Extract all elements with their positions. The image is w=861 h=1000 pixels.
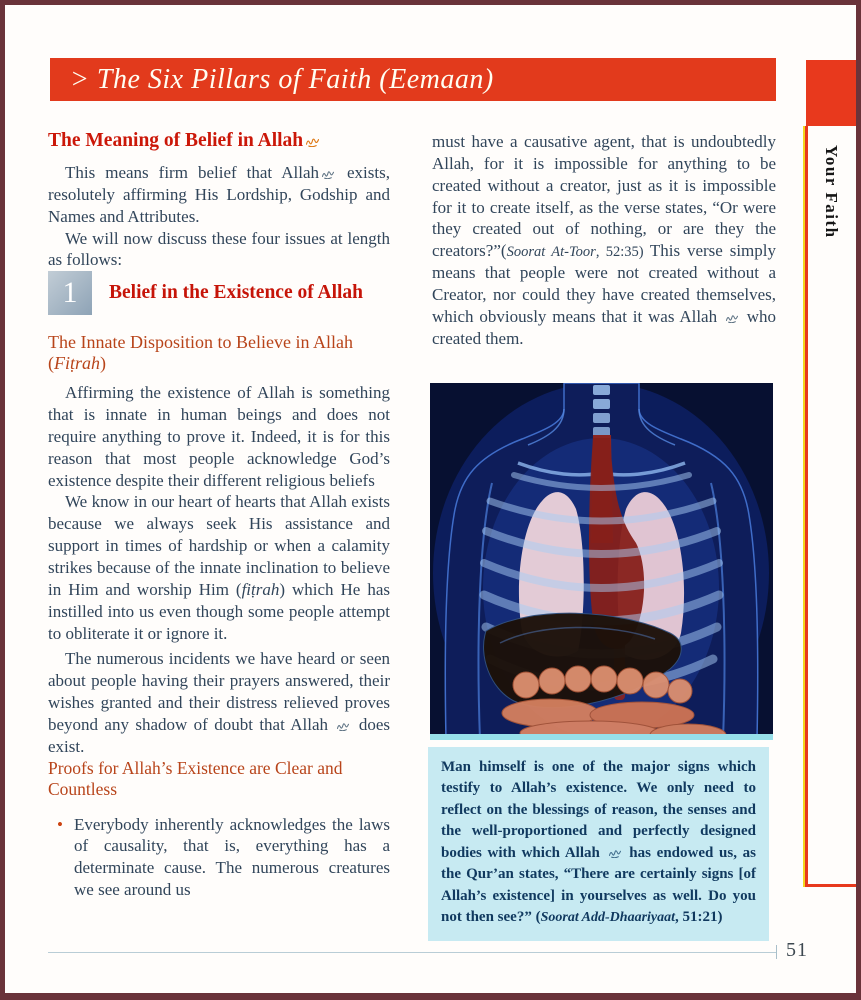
anatomy-figure-svg	[430, 383, 773, 740]
allah-honorific-icon	[305, 135, 320, 147]
para-incidents-after: does exist.	[48, 714, 390, 756]
para-incidents	[48, 648, 390, 757]
sub-innate-post: )	[100, 353, 107, 374]
page-number: 51	[786, 939, 808, 961]
section-1-header	[48, 271, 390, 315]
allah-honorific-icon	[321, 168, 335, 179]
left-column	[48, 130, 390, 901]
para-firm-belief-after: exists, resolutely affirming His Lordship, Godship and Names and Attributes.	[48, 163, 390, 226]
section-number-badge: 1	[48, 271, 92, 315]
allah-honorific-icon	[725, 312, 739, 323]
para-affirming: Affirming the existence of Allah is something that is innate in human beings and does not require anything to prove it. Indeed, it is for this reason that most people acknowledge God’s existence despite their different religious beliefs	[48, 383, 390, 490]
chapter-title: > The Six Pillars of Faith (Eemaan)	[70, 63, 494, 95]
subheading-innate-disposition	[48, 332, 390, 374]
section-1-title: Belief in the Existence of Allah	[109, 282, 364, 304]
heading-meaning-of-belief	[48, 130, 390, 152]
para-causative-text1: must have a causative agent, that is undoubtedly Allah, for it is impossible for anything to be created without a creator, just as it is impossible for it to create itself, as the verse states, “Or were they created out of nothing, or are they the creators?”(	[432, 132, 776, 261]
figure-caption-box	[428, 747, 769, 941]
sub-innate-term: Fiṭrah	[54, 353, 101, 374]
caption-t3: , 51:21)	[675, 909, 723, 926]
bullet-dot-icon: •	[57, 814, 63, 834]
para-causative	[432, 131, 776, 349]
para-causative-text2: This verse simply means that people were not created without a Creator, nor could they have created themselves, which obviously means that it was Allah	[432, 241, 776, 326]
subheading-proofs: Proofs for Allah’s Existence are Clear and Countless	[48, 757, 343, 799]
allah-honorific-icon	[608, 847, 622, 858]
para-heart-term: fiṭrah	[241, 579, 280, 599]
para-discuss: We will now discuss these four issues at length as follows:	[48, 228, 390, 270]
figure-caption-text	[441, 757, 756, 929]
citation-soorat-add-dhaariyaat: Soorat Add-Dhaariyaat	[540, 910, 676, 926]
heading-meaning-text: The Meaning of Belief in Allah	[48, 130, 304, 151]
para-firm-belief-before: This means firm belief that Allah	[65, 163, 319, 182]
citation-soorat-at-toor: Soorat At-Toor	[506, 244, 596, 261]
citation-verse-number: , 52:35)	[595, 244, 650, 261]
side-tab-block	[806, 60, 856, 126]
chapter-banner	[50, 58, 776, 101]
bullet-causality	[48, 814, 390, 901]
para-heart-of-hearts	[48, 491, 390, 644]
para-heart-pre: We know in our heart of hearts that Allah exists because we always seek His assistance and support in times of hardship or when a calamity strikes because of the innate inclination to believe in Him and worship Him (	[48, 492, 390, 599]
allah-honorific-icon	[336, 720, 350, 731]
caption-t1: Man himself is one of the major signs which testify to Allah’s existence. We only need to reflect on the blessings of reason, the senses and the well-proportioned and perfectly designed bodies with which Allah	[441, 759, 756, 861]
para-heart-post: ) which He has instilled into us even though some people attempt to obliterate it or ignore it.	[48, 579, 390, 643]
anatomy-image	[430, 383, 773, 740]
sub-innate-pre: The Innate Disposition to Believe in Allah (	[48, 332, 353, 374]
side-rule-bottom	[805, 884, 856, 887]
para-causative-text3: who created them.	[432, 306, 777, 348]
para-incidents-before: The numerous incidents we have heard or seen about people having their prayers answered, their wishes granted and their distress relieved proves beyond any shadow of doubt that Allah	[48, 649, 390, 734]
footer-tick	[776, 945, 777, 959]
caption-t2: has endowed us, as the Qur’an states, “There are certainly signs [of Allah’s existence] in yourselves as well. Do you not then see?” (	[441, 844, 757, 926]
para-firm-belief	[48, 162, 390, 228]
side-tab-label: Your Faith	[822, 145, 841, 239]
footer-rule	[48, 952, 776, 953]
bullet-causality-text: Everybody inherently acknowledges the laws of causality, that is, everything has a determinate cause. The numerous creatures we see around us	[74, 814, 390, 900]
right-column	[432, 131, 776, 349]
